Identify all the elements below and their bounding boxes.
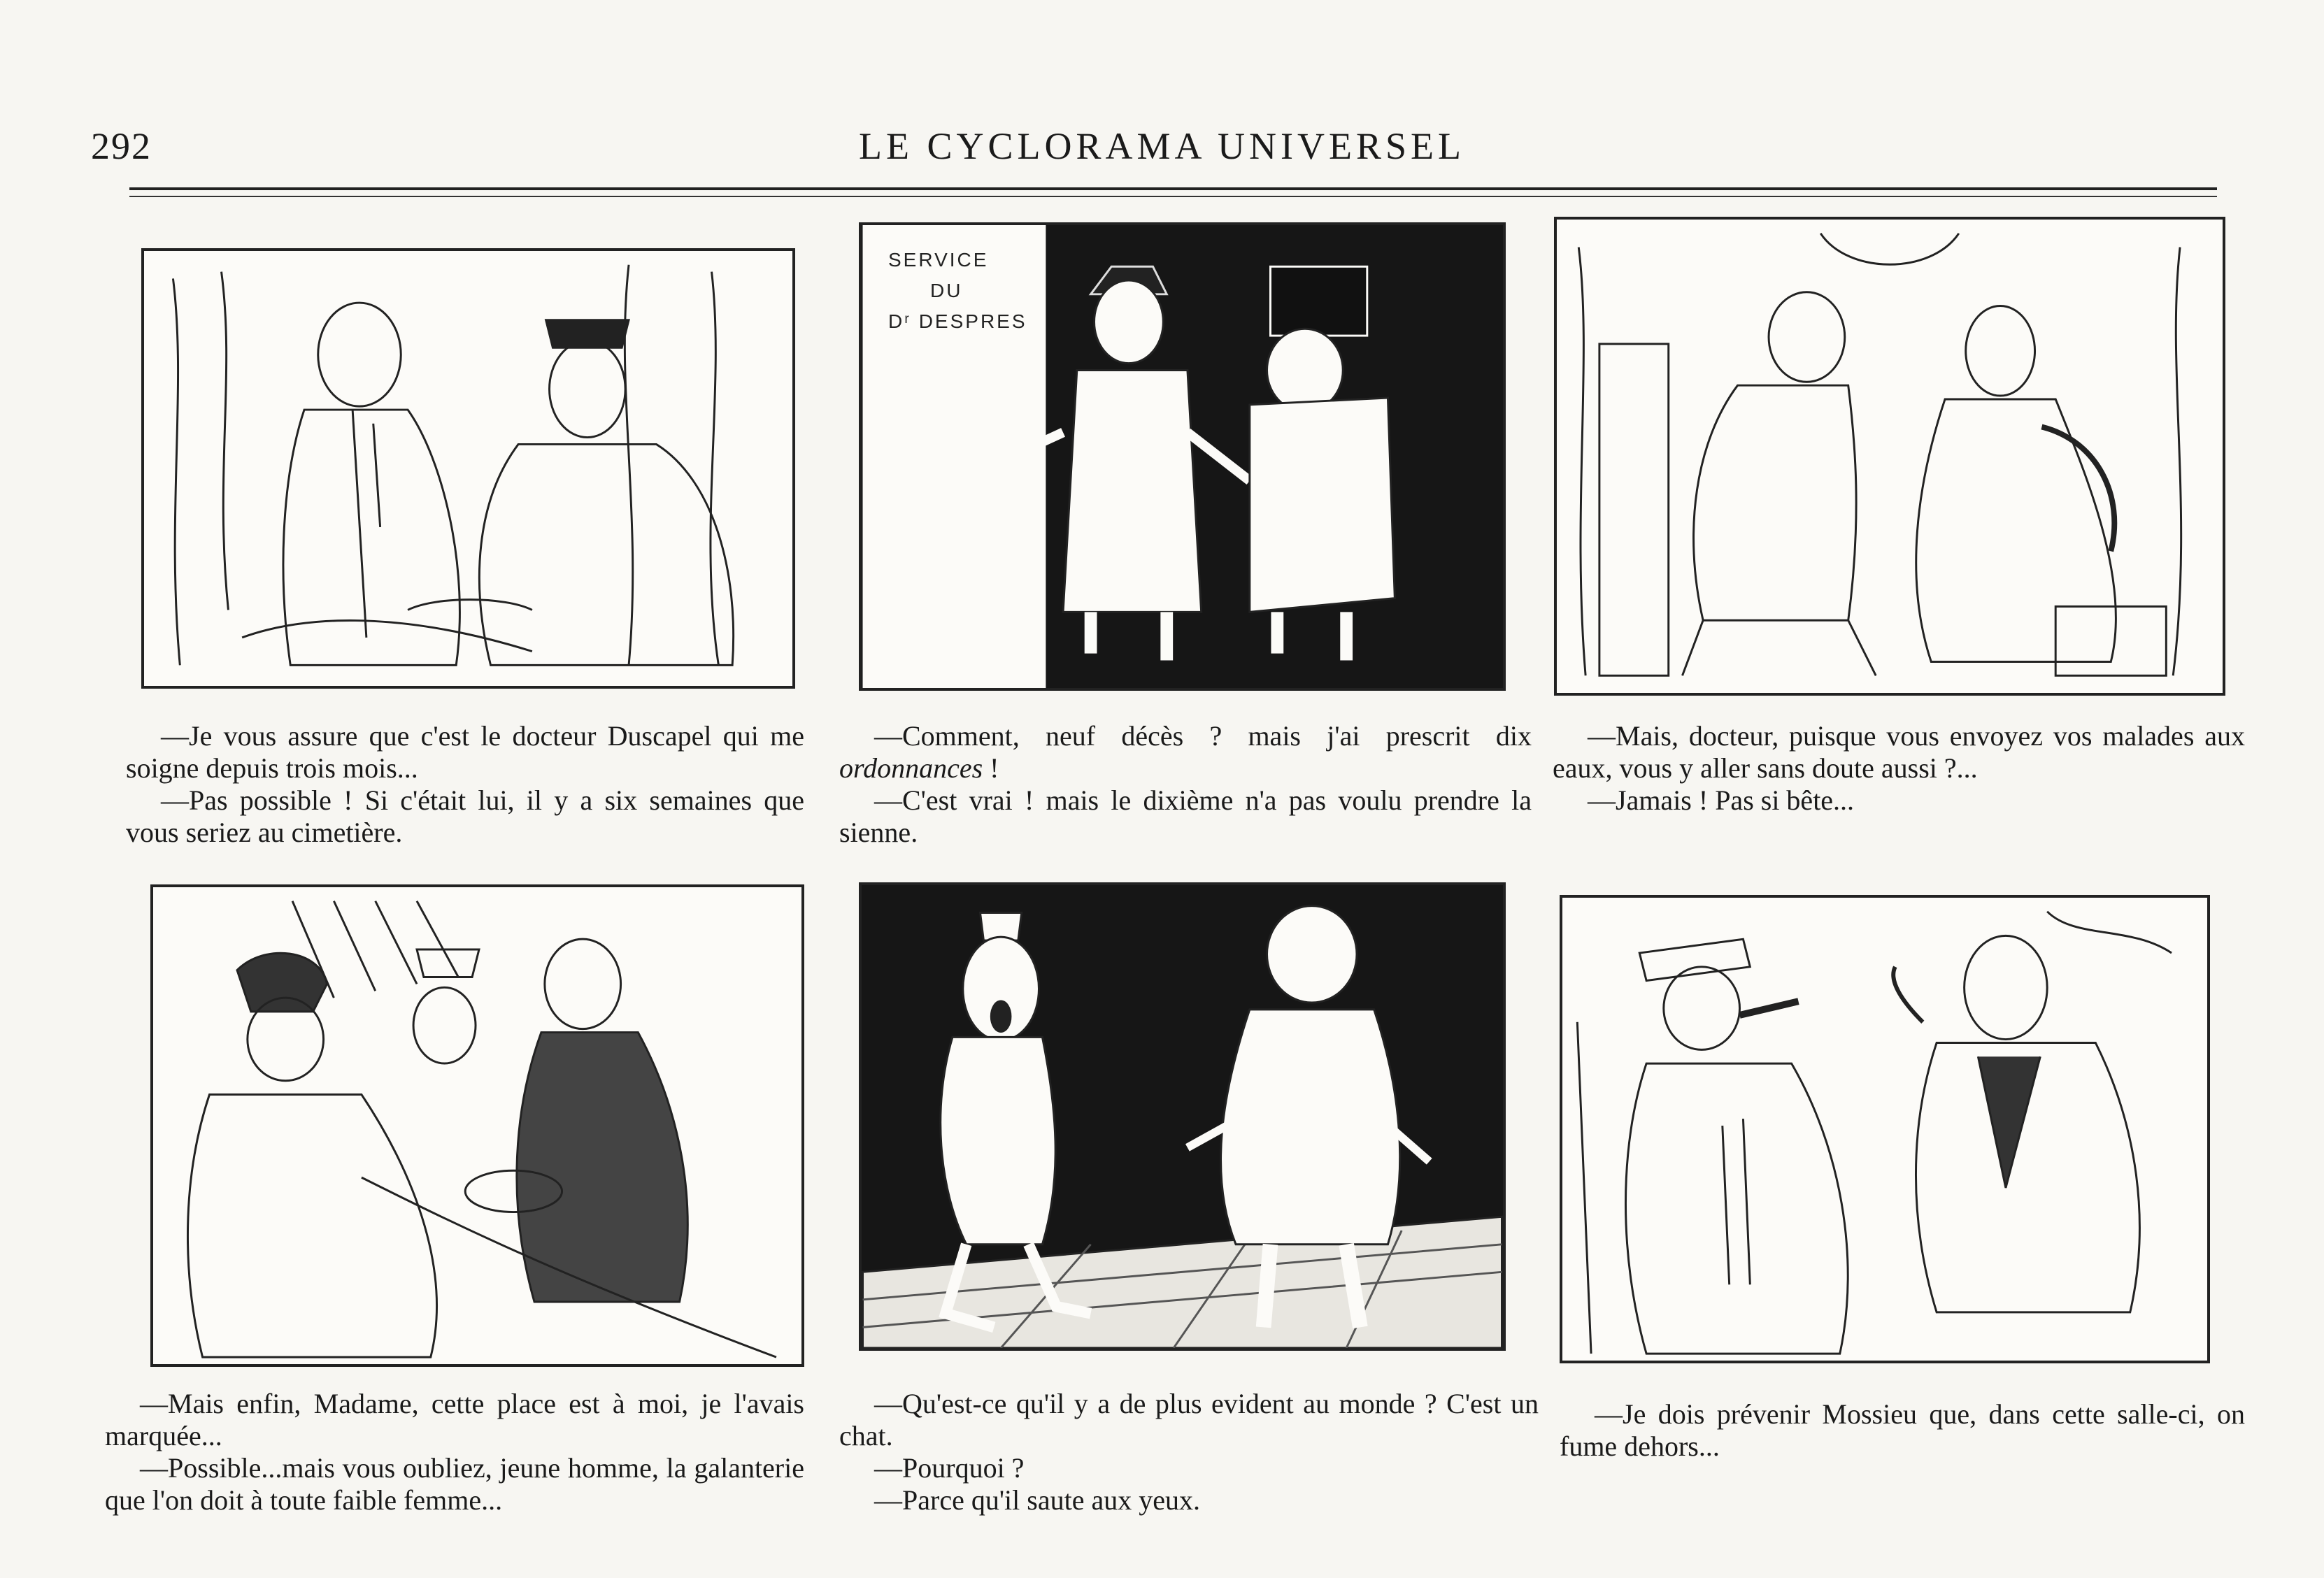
dialogue-line: —Je dois prévenir Mossieu que, dans cette salle-ci, on fume dehors...	[1560, 1398, 2245, 1462]
page-header	[0, 124, 2324, 180]
illustration-train-compartment	[153, 887, 801, 1364]
service-sign: SERVICE DU Dʳ DESPRES	[888, 249, 1027, 332]
caption-panel-1	[126, 720, 804, 849]
dialogue-line: —Je vous assure que c'est le docteur Duscapel qui me soigne depuis trois mois...	[126, 720, 804, 784]
dialogue-line: —Mais, docteur, puisque vous envoyez vos malades aux eaux, vous y aller sans doute aussi ?...	[1553, 720, 2245, 784]
caption-panel-3	[1553, 720, 2245, 817]
header-rule-thin	[129, 196, 2217, 197]
page-title: LE CYCLORAMA UNIVERSEL	[858, 125, 1465, 167]
dialogue-line: —C'est vrai ! mais le dixième n'a pas voulu prendre la sienne.	[839, 784, 1532, 848]
comic-panel-5	[859, 882, 1506, 1351]
dialogue-line: —Jamais ! Pas si bête...	[1588, 784, 1855, 816]
comic-panel-6	[1560, 895, 2210, 1363]
dialogue-line: —Comment, neuf décès ? mais j'ai prescrit dix ordonnances !	[839, 720, 1532, 784]
dialogue-line: —Parce qu'il saute aux yeux.	[874, 1484, 1200, 1516]
dialogue-line: —Possible...mais vous oubliez, jeune homme, la galanterie que l'on doit à toute faible femme...	[105, 1452, 804, 1516]
comic-panel-1	[141, 248, 795, 689]
header-rule	[129, 187, 2217, 190]
dialogue-line: —Mais enfin, Madame, cette place est à moi, je l'avais marquée...	[105, 1388, 804, 1451]
dialogue-line: —Pas possible ! Si c'était lui, il y a six semaines que vous seriez au cimetière.	[126, 784, 804, 848]
dialogue-line: —Pourquoi ?	[874, 1452, 1025, 1484]
page-number: 292	[91, 125, 152, 167]
comic-panel-2	[859, 222, 1506, 691]
comic-panel-3	[1554, 217, 2225, 696]
illustration-doctor-and-patient	[144, 251, 792, 686]
caption-panel-4	[105, 1388, 804, 1516]
caption-panel-5	[839, 1388, 1539, 1516]
illustration-seated-conversation	[1557, 220, 2223, 693]
dialogue-line: —Qu'est-ce qu'il y a de plus evident au monde ? C'est un chat.	[839, 1388, 1539, 1451]
caption-panel-2	[839, 720, 1532, 849]
comic-panel-4	[150, 884, 804, 1367]
illustration-frightened-man	[862, 885, 1503, 1348]
caption-panel-6	[1560, 1398, 2245, 1463]
illustration-smoking-man	[1562, 898, 2207, 1361]
